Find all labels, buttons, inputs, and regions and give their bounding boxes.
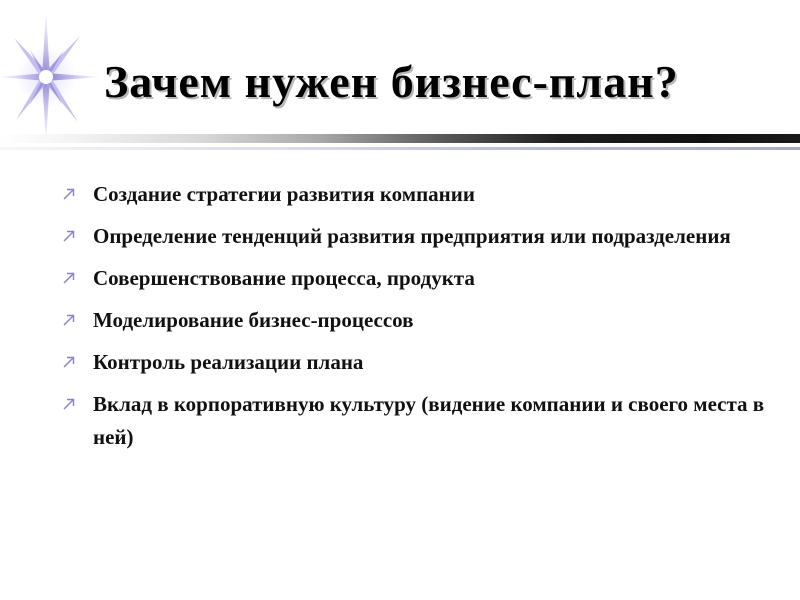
diagonal-arrow-icon bbox=[62, 313, 76, 327]
diagonal-arrow-icon bbox=[62, 355, 76, 369]
bullet-item bbox=[60, 178, 780, 211]
bullet-item bbox=[60, 388, 780, 454]
bullet-item bbox=[60, 304, 780, 337]
bullet-text: Моделирование бизнес-процессов bbox=[93, 308, 414, 332]
slide-title: Зачем нужен бизнес-план? bbox=[104, 56, 679, 107]
bullet-text: Определение тенденций развития предприятия или подразделения bbox=[93, 224, 731, 248]
diagonal-arrow-icon bbox=[62, 271, 76, 285]
bullet-text: Контроль реализации плана bbox=[93, 350, 364, 374]
bullet-text: Совершенствование процесса, продукта bbox=[93, 266, 475, 290]
bullet-item bbox=[60, 220, 780, 253]
title-divider-thin bbox=[0, 147, 800, 150]
title-divider bbox=[0, 134, 800, 143]
diagonal-arrow-icon bbox=[62, 187, 76, 201]
star-burst-icon bbox=[0, 10, 100, 145]
diagonal-arrow-icon bbox=[62, 397, 76, 411]
diagonal-arrow-icon bbox=[62, 229, 76, 243]
bullet-item bbox=[60, 262, 780, 295]
bullet-item bbox=[60, 346, 780, 379]
bullet-list bbox=[60, 178, 780, 463]
bullet-text: Вклад в корпоративную культуру (видение компании и своего места в ней) bbox=[93, 392, 765, 449]
bullet-text: Создание стратегии развития компании bbox=[93, 182, 475, 206]
